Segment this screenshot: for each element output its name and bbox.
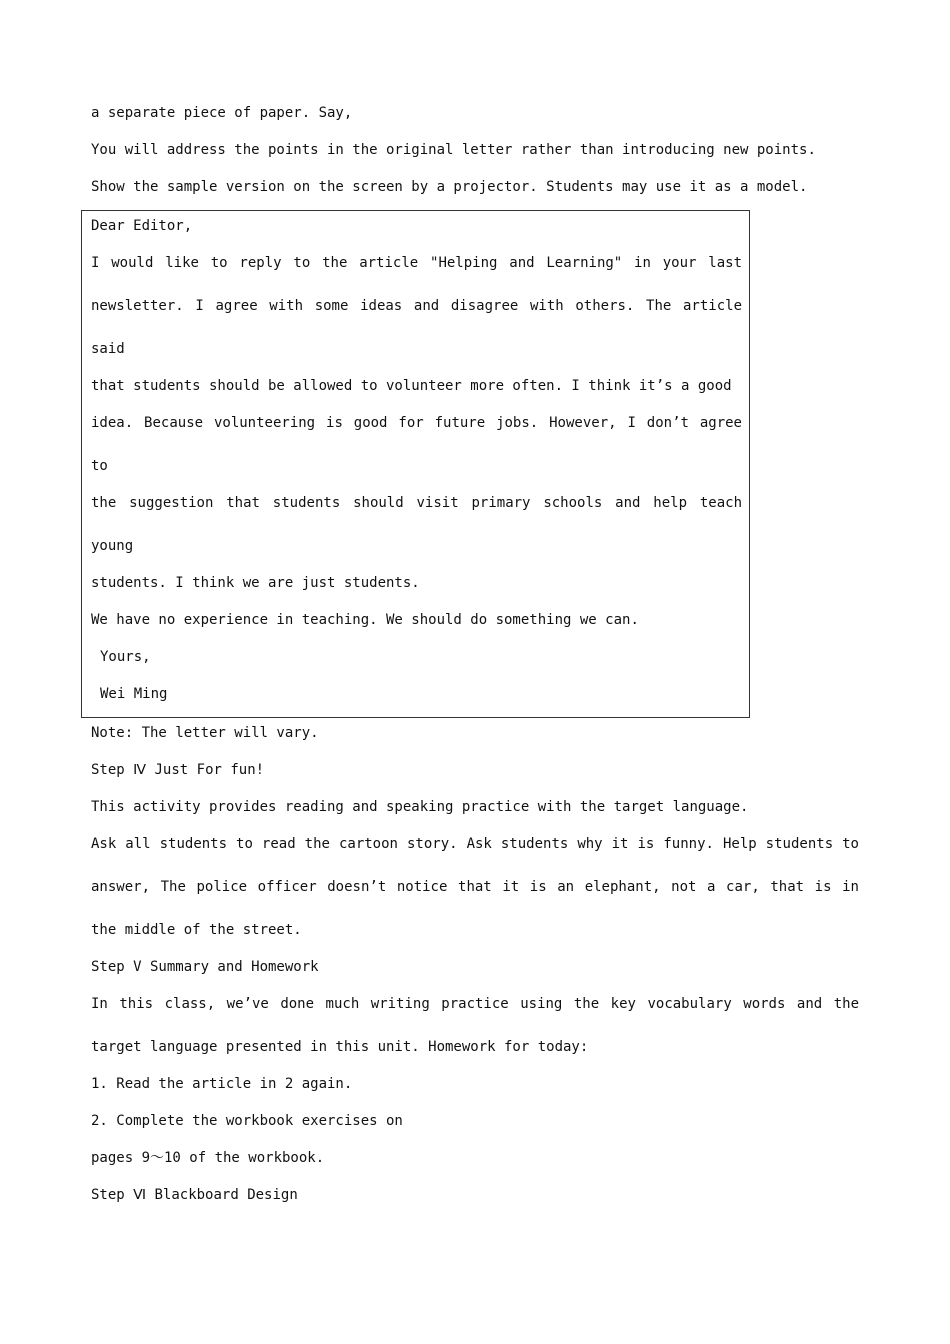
step4-desc: This activity provides reading and speaking practice with the target language. [91, 799, 749, 815]
letter-body-line: said [91, 341, 125, 357]
step5-para-line: target language presented in this unit. Homework for today: [91, 1039, 589, 1055]
letter-body-line: the suggestion that students should visit primary schools and help teach [91, 495, 742, 511]
homework-item-1: 1. Read the article in 2 again. [91, 1076, 353, 1092]
letter-body-line: to [91, 458, 108, 474]
letter-body-line: young [91, 538, 134, 554]
intro-line-3: Show the sample version on the screen by a projector. Students may use it as a model. [91, 179, 808, 195]
step5-title: Step V Summary and Homework [91, 959, 319, 975]
letter-body-line: students. I think we are just students. [91, 575, 420, 591]
letter-body-line: that students should be allowed to volunteer more often. I think it’s a good [91, 378, 732, 394]
step4-title: Step Ⅳ Just For fun! [91, 762, 265, 778]
step4-para-line: answer, The police officer doesn’t notice that it is an elephant, not a car, that is in [91, 879, 859, 895]
note: Note: The letter will vary. [91, 725, 319, 741]
letter-body-line: newsletter. I agree with some ideas and disagree with others. The article [91, 298, 742, 314]
intro-line-2: You will address the points in the original letter rather than introducing new points. [91, 142, 816, 158]
letter-body-line: idea. Because volunteering is good for future jobs. However, I don’t agree [91, 415, 742, 431]
homework-item-2-cont: pages 9～10 of the workbook. [91, 1150, 325, 1166]
step4-para-line: the middle of the street. [91, 922, 302, 938]
letter-body-line: I would like to reply to the article "Helping and Learning" in your last [91, 255, 742, 271]
intro-line-1: a separate piece of paper. Say, [91, 105, 353, 121]
step6-title: Step Ⅵ Blackboard Design [91, 1187, 298, 1203]
homework-item-2: 2. Complete the workbook exercises on [91, 1113, 403, 1129]
step4-para-line: Ask all students to read the cartoon story. Ask students why it is funny. Help students to [91, 836, 859, 852]
sample-letter-box [81, 210, 750, 718]
letter-closing: Yours, [100, 649, 151, 665]
step5-para-line: In this class, we’ve done much writing practice using the key vocabulary words and the [91, 996, 859, 1012]
letter-signature: Wei Ming [100, 686, 168, 702]
letter-body-line: We have no experience in teaching. We should do something we can. [91, 612, 639, 628]
letter-salutation: Dear Editor, [91, 218, 193, 234]
